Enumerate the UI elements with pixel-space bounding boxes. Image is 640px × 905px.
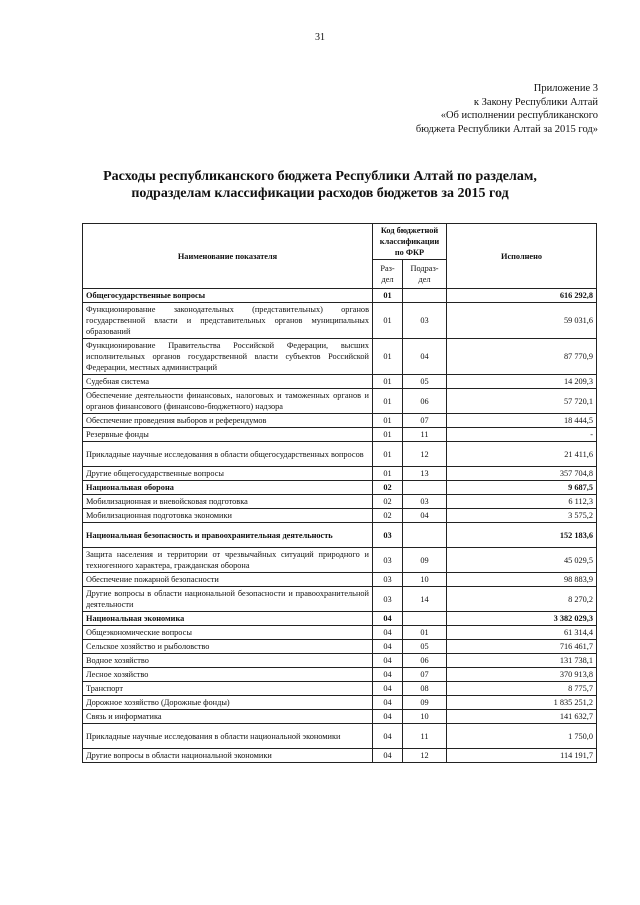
row-name: Дорожное хозяйство (Дорожные фонды): [83, 696, 373, 710]
row-subsection-code: 12: [403, 749, 447, 763]
row-amount: 9 687,5: [447, 481, 597, 495]
row-subsection-code: 07: [403, 668, 447, 682]
row-amount: 357 704,8: [447, 467, 597, 481]
row-amount: 57 720,1: [447, 389, 597, 414]
row-amount: 21 411,6: [447, 442, 597, 467]
row-section-code: 01: [373, 428, 403, 442]
row-name: Мобилизационная и вневойсковая подготовка: [83, 495, 373, 509]
row-subsection-code: 06: [403, 654, 447, 668]
title-line-2: подразделам классификации расходов бюджетов за 2015 год: [131, 186, 509, 201]
row-section-code: 04: [373, 640, 403, 654]
row-name: Защита населения и территории от чрезвычайных ситуаций природного и техногенного характера, гражданская оборона: [83, 548, 373, 573]
table-row: [83, 442, 597, 467]
row-amount: 1 835 251,2: [447, 696, 597, 710]
table-section-row: [83, 612, 597, 626]
row-amount: 3 382 029,3: [447, 612, 597, 626]
table-row: [83, 467, 597, 481]
row-amount: 3 575,2: [447, 509, 597, 523]
table-row: [83, 626, 597, 640]
header-code: Код бюджетной классификации по ФКР: [373, 224, 447, 260]
header-executed: Исполнено: [447, 224, 597, 289]
row-subsection-code: 05: [403, 375, 447, 389]
table-row: [83, 749, 597, 763]
row-amount: 14 209,3: [447, 375, 597, 389]
row-subsection-code: [403, 523, 447, 548]
header-name: Наименование показателя: [83, 224, 373, 289]
row-subsection-code: 13: [403, 467, 447, 481]
row-name: Общегосударственные вопросы: [83, 289, 373, 303]
row-amount: 61 314,4: [447, 626, 597, 640]
row-section-code: 01: [373, 414, 403, 428]
row-subsection-code: 12: [403, 442, 447, 467]
row-amount: 8 270,2: [447, 587, 597, 612]
table-row: [83, 724, 597, 749]
row-section-code: 04: [373, 710, 403, 724]
row-name: Обеспечение проведения выборов и референдумов: [83, 414, 373, 428]
row-subsection-code: 01: [403, 626, 447, 640]
row-name: Резервные фонды: [83, 428, 373, 442]
row-section-code: 01: [373, 442, 403, 467]
row-amount: 114 191,7: [447, 749, 597, 763]
table-row: [83, 573, 597, 587]
row-amount: 18 444,5: [447, 414, 597, 428]
row-section-code: 01: [373, 339, 403, 375]
row-section-code: 02: [373, 509, 403, 523]
row-amount: 616 292,8: [447, 289, 597, 303]
table-row: [83, 428, 597, 442]
table-row: [83, 587, 597, 612]
header-section: Раз-дел: [373, 260, 403, 289]
row-section-code: 03: [373, 573, 403, 587]
row-subsection-code: [403, 612, 447, 626]
row-name: Лесное хозяйство: [83, 668, 373, 682]
row-subsection-code: 09: [403, 548, 447, 573]
row-section-code: 04: [373, 696, 403, 710]
row-section-code: 04: [373, 724, 403, 749]
row-name: Связь и информатика: [83, 710, 373, 724]
row-name: Обеспечение деятельности финансовых, налоговых и таможенных органов и органов финансового (финансово-бюджетного) надзора: [83, 389, 373, 414]
table-row: [83, 548, 597, 573]
row-amount: 141 632,7: [447, 710, 597, 724]
table-row: [83, 654, 597, 668]
row-name: Национальная оборона: [83, 481, 373, 495]
row-name: Прикладные научные исследования в области общегосударственных вопросов: [83, 442, 373, 467]
row-section-code: 04: [373, 612, 403, 626]
row-subsection-code: [403, 481, 447, 495]
table-row: [83, 303, 597, 339]
row-subsection-code: 03: [403, 303, 447, 339]
table-row: [83, 668, 597, 682]
row-name: Функционирование законодательных (представительных) органов государственной власти и представительных органов муниципальных образований: [83, 303, 373, 339]
table-row: [83, 414, 597, 428]
row-amount: 716 461,7: [447, 640, 597, 654]
row-amount: 8 775,7: [447, 682, 597, 696]
row-section-code: 04: [373, 654, 403, 668]
row-name: Другие общегосударственные вопросы: [83, 467, 373, 481]
row-amount: 98 883,9: [447, 573, 597, 587]
row-subsection-code: 05: [403, 640, 447, 654]
row-subsection-code: 14: [403, 587, 447, 612]
row-name: Функционирование Правительства Российской Федерации, высших исполнительных органов государственной власти субъектов Российской Федерации, местных администраций: [83, 339, 373, 375]
row-amount: 45 029,5: [447, 548, 597, 573]
row-section-code: 04: [373, 749, 403, 763]
row-name: Другие вопросы в области национальной экономики: [83, 749, 373, 763]
table-row: [83, 375, 597, 389]
row-subsection-code: 06: [403, 389, 447, 414]
row-subsection-code: 07: [403, 414, 447, 428]
row-section-code: 04: [373, 626, 403, 640]
row-subsection-code: 08: [403, 682, 447, 696]
row-name: Мобилизационная подготовка экономики: [83, 509, 373, 523]
row-section-code: 04: [373, 668, 403, 682]
row-subsection-code: 04: [403, 509, 447, 523]
table-section-row: [83, 481, 597, 495]
expenditure-table: [82, 223, 597, 763]
row-section-code: 01: [373, 389, 403, 414]
row-amount: -: [447, 428, 597, 442]
table-body: [83, 289, 597, 763]
table-row: [83, 339, 597, 375]
row-amount: 1 750,0: [447, 724, 597, 749]
row-name: Национальная экономика: [83, 612, 373, 626]
row-name: Транспорт: [83, 682, 373, 696]
document-title: [60, 168, 580, 202]
table-row: [83, 389, 597, 414]
row-section-code: 02: [373, 495, 403, 509]
row-name: Водное хозяйство: [83, 654, 373, 668]
row-subsection-code: 10: [403, 710, 447, 724]
row-amount: 87 770,9: [447, 339, 597, 375]
row-subsection-code: 11: [403, 724, 447, 749]
row-amount: 131 738,1: [447, 654, 597, 668]
row-section-code: 03: [373, 587, 403, 612]
title-line-1: Расходы республиканского бюджета Республики Алтай по разделам,: [103, 169, 537, 184]
table-row: [83, 509, 597, 523]
row-section-code: 03: [373, 523, 403, 548]
table-row: [83, 682, 597, 696]
row-section-code: 03: [373, 548, 403, 573]
appendix-reference: [416, 82, 598, 136]
row-name: Судебная система: [83, 375, 373, 389]
table-row: [83, 640, 597, 654]
appendix-line-2: к Закону Республики Алтай: [473, 96, 598, 108]
row-name: Другие вопросы в области национальной безопасности и правоохранительной деятельности: [83, 587, 373, 612]
row-name: Общеэкономические вопросы: [83, 626, 373, 640]
row-amount: 152 183,6: [447, 523, 597, 548]
row-section-code: 01: [373, 467, 403, 481]
row-name: Сельское хозяйство и рыболовство: [83, 640, 373, 654]
row-amount: 6 112,3: [447, 495, 597, 509]
row-subsection-code: 11: [403, 428, 447, 442]
row-subsection-code: 03: [403, 495, 447, 509]
row-section-code: 01: [373, 375, 403, 389]
row-name: Национальная безопасность и правоохранительная деятельность: [83, 523, 373, 548]
table-row: [83, 495, 597, 509]
row-amount: 370 913,8: [447, 668, 597, 682]
row-section-code: 04: [373, 682, 403, 696]
appendix-line-3: «Об исполнении республиканского: [440, 110, 598, 121]
table-section-row: [83, 523, 597, 548]
row-section-code: 01: [373, 303, 403, 339]
appendix-line-4: бюджета Республики Алтай за 2015 год»: [415, 123, 598, 135]
row-subsection-code: 04: [403, 339, 447, 375]
row-section-code: 02: [373, 481, 403, 495]
table-row: [83, 710, 597, 724]
row-name: Обеспечение пожарной безопасности: [83, 573, 373, 587]
table-section-row: [83, 289, 597, 303]
appendix-line-1: Приложение 3: [533, 83, 598, 94]
header-subsection: Подраз-дел: [403, 260, 447, 289]
page-number: 31: [315, 32, 325, 43]
row-name: Прикладные научные исследования в области национальной экономики: [83, 724, 373, 749]
row-section-code: 01: [373, 289, 403, 303]
row-amount: 59 031,6: [447, 303, 597, 339]
table-row: [83, 696, 597, 710]
row-subsection-code: 10: [403, 573, 447, 587]
row-subsection-code: 09: [403, 696, 447, 710]
row-subsection-code: [403, 289, 447, 303]
